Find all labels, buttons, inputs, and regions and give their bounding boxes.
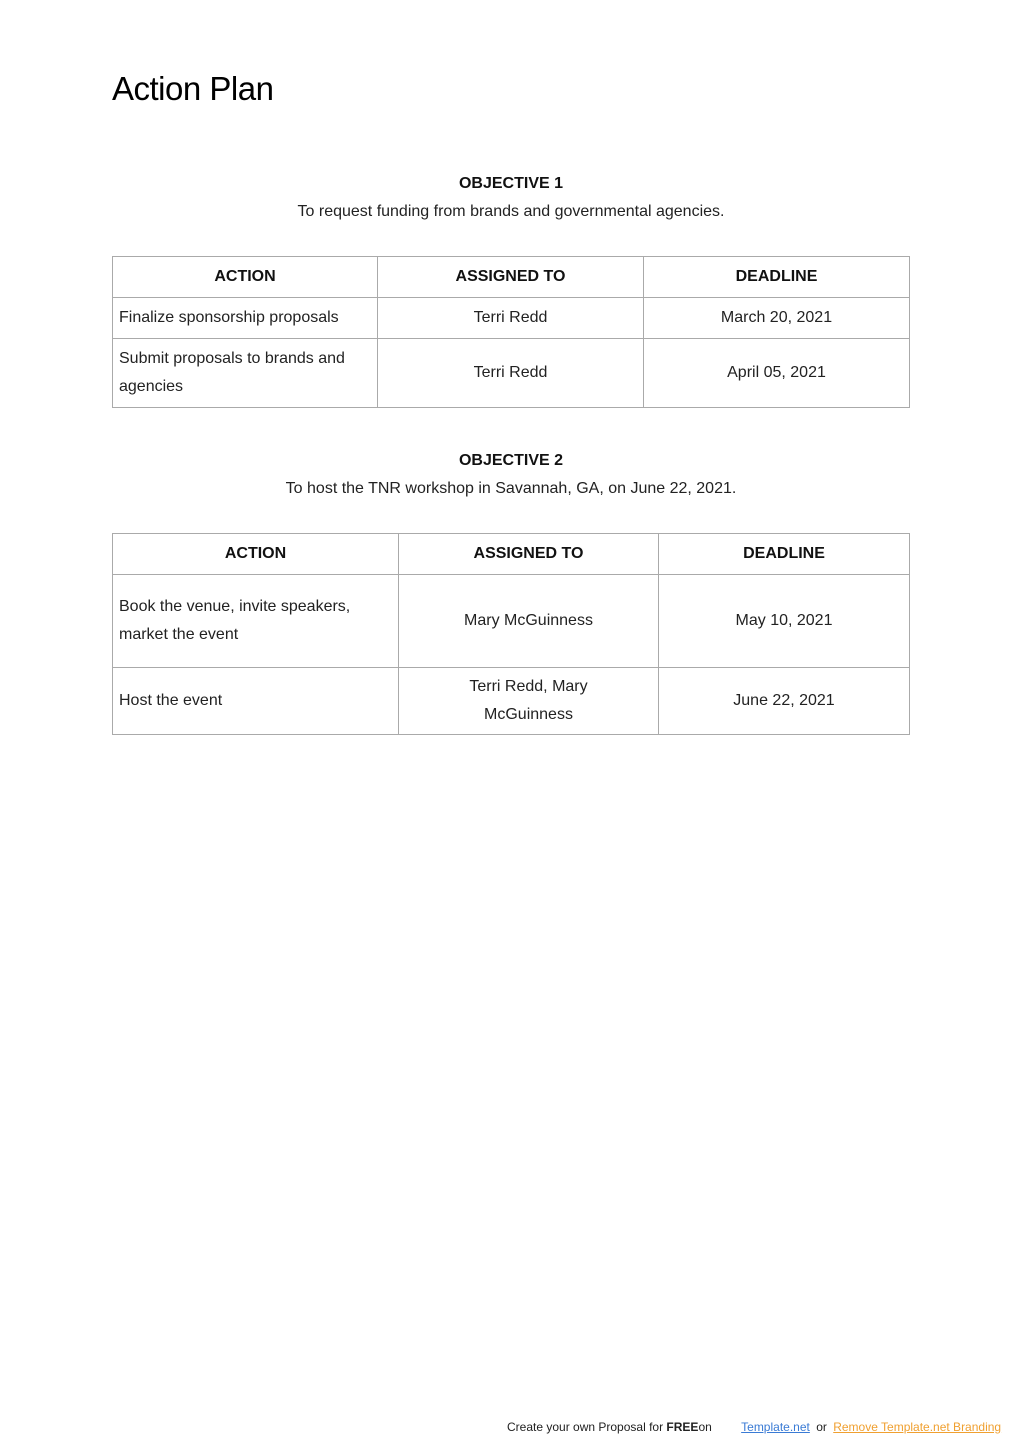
footer-text: Create your own Proposal for bbox=[507, 1420, 664, 1434]
objective-title: OBJECTIVE 2 bbox=[458, 452, 564, 469]
table-header-row bbox=[113, 257, 910, 298]
deadline-cell: May 10, 2021 bbox=[659, 575, 910, 668]
footer-on: on bbox=[698, 1420, 712, 1434]
footer-or: or bbox=[816, 1420, 827, 1434]
remove-branding-link[interactable]: Remove Template.net Branding bbox=[833, 1420, 1002, 1434]
deadline-cell: June 22, 2021 bbox=[659, 668, 910, 735]
action-cell: Book the venue, invite speakers, market the event bbox=[113, 575, 399, 668]
header-action: ACTION bbox=[113, 534, 399, 575]
assigned-cell: Terri Redd, Mary McGuinness bbox=[399, 668, 659, 735]
objective-1-table bbox=[112, 256, 910, 408]
header-action: ACTION bbox=[113, 257, 378, 298]
footer-free: FREE bbox=[666, 1420, 699, 1434]
objective-title: OBJECTIVE 1 bbox=[458, 175, 564, 192]
header-assigned: ASSIGNED TO bbox=[378, 257, 644, 298]
action-cell: Host the event bbox=[113, 668, 399, 735]
objective-1 bbox=[112, 175, 910, 221]
objective-description: To request funding from brands and governmental agencies. bbox=[297, 203, 725, 220]
header-assigned: ASSIGNED TO bbox=[399, 534, 659, 575]
table-header-row bbox=[113, 534, 910, 575]
action-cell: Finalize sponsorship proposals bbox=[113, 298, 378, 339]
table-row bbox=[113, 298, 910, 339]
template-link[interactable]: Template.net bbox=[741, 1420, 810, 1434]
objective-2-table bbox=[112, 533, 910, 735]
deadline-cell: March 20, 2021 bbox=[644, 298, 910, 339]
assigned-cell: Terri Redd bbox=[378, 339, 644, 408]
table-row bbox=[113, 575, 910, 668]
assigned-cell: Mary McGuinness bbox=[399, 575, 659, 668]
objective-description: To host the TNR workshop in Savannah, GA, on June 22, 2021. bbox=[285, 480, 737, 497]
page-title: Action Plan bbox=[112, 70, 274, 107]
table-row bbox=[113, 668, 910, 735]
header-deadline: DEADLINE bbox=[659, 534, 910, 575]
deadline-cell: April 05, 2021 bbox=[644, 339, 910, 408]
header-deadline: DEADLINE bbox=[644, 257, 910, 298]
assigned-cell: Terri Redd bbox=[378, 298, 644, 339]
table-row bbox=[113, 339, 910, 408]
action-cell: Submit proposals to brands and agencies bbox=[113, 339, 378, 408]
footer-branding bbox=[507, 1420, 1001, 1434]
objective-2 bbox=[112, 452, 910, 498]
